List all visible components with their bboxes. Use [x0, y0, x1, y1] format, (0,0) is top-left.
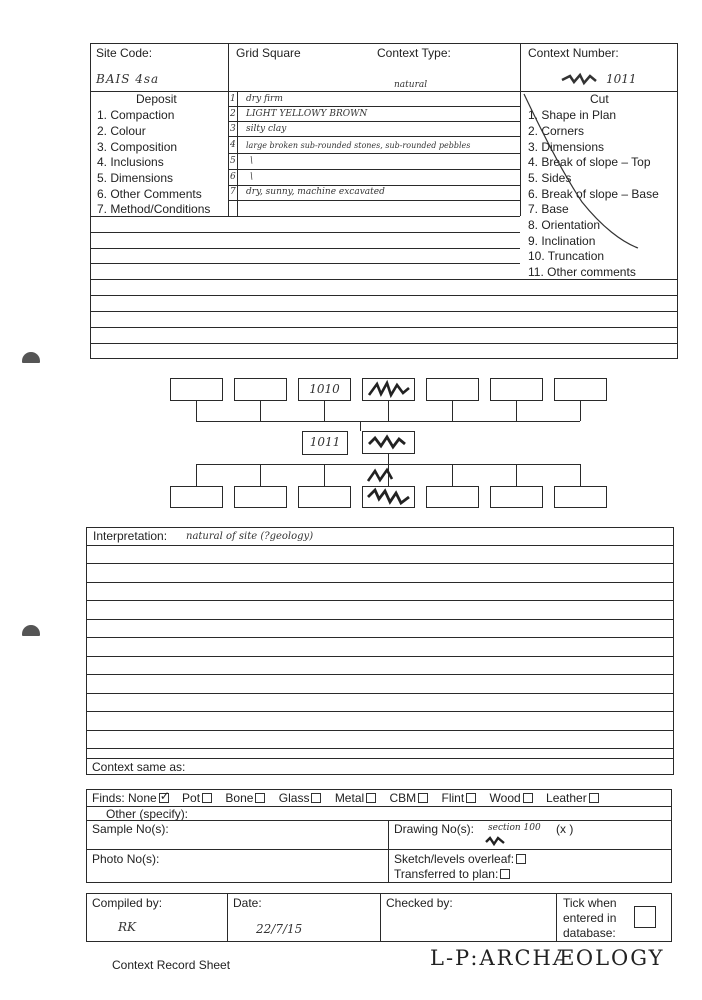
context-type-label: Context Type:: [377, 46, 451, 60]
transferred-row: Transferred to plan:: [394, 867, 510, 881]
crossed-out-scribble: [363, 487, 414, 507]
matrix-box: [234, 378, 287, 401]
crossed-out-scribble: [484, 836, 506, 846]
finds-item-label: Flint: [441, 791, 465, 805]
punch-hole: [22, 625, 40, 636]
deposit-entry-number: 3: [230, 124, 236, 134]
finds-flint-checkbox[interactable]: [466, 793, 476, 803]
crossed-out-scribble: [365, 467, 395, 485]
deposit-entry-text: large broken sub-rounded stones, sub-rounded pebbles: [246, 141, 471, 150]
interpretation-label: Interpretation:: [93, 529, 168, 543]
deposit-entry-number: 6: [230, 172, 236, 182]
cut-item: 8. Orientation: [528, 218, 601, 232]
punch-hole: [22, 352, 40, 363]
finds-cbm-checkbox[interactable]: [418, 793, 428, 803]
deposit-title: Deposit: [136, 92, 177, 106]
deposit-entry-number: 2: [230, 109, 236, 119]
drawing-value: section 100: [488, 823, 541, 833]
crossed-out-scribble: [560, 72, 598, 86]
drawing-label: Drawing No(s):: [394, 822, 475, 836]
cut-item: 10. Truncation: [528, 249, 605, 263]
deposit-entry-number: 4: [230, 140, 236, 150]
sketch-row: Sketch/levels overleaf:: [394, 852, 526, 866]
date-label: Date:: [233, 896, 262, 910]
deposit-entry-number: 1: [230, 94, 236, 104]
cut-item: 6. Break of slope – Base: [528, 187, 659, 201]
deposit-item: 5. Dimensions: [97, 171, 174, 185]
matrix-box: [426, 378, 479, 401]
site-code-value: BAIS 4sa: [96, 72, 160, 86]
tick-when-label: entered in: [563, 911, 617, 925]
matrix-box: [426, 486, 479, 508]
database-entered-checkbox[interactable]: [634, 906, 656, 928]
finds-leather-checkbox[interactable]: [589, 793, 599, 803]
matrix-current-context-label: 1011: [309, 435, 341, 449]
tick-when-label: Tick when: [563, 896, 617, 910]
cut-item: 7. Base: [528, 202, 569, 216]
finds-item-label: Wood: [489, 791, 521, 805]
cut-item: 11. Other comments: [528, 265, 636, 279]
checked-by-label: Checked by:: [386, 896, 453, 910]
context-same-as-label: Context same as:: [92, 760, 186, 774]
context-number-value: 1011: [606, 72, 637, 86]
matrix-box: [554, 378, 607, 401]
matrix-box: [490, 378, 543, 401]
deposit-entry-text: dry firm: [246, 94, 283, 104]
finds-other-label: Other (specify):: [106, 807, 189, 821]
crossed-out-scribble: [363, 432, 414, 453]
context-number-label: Context Number:: [528, 46, 619, 60]
matrix-box: 1010: [298, 378, 351, 401]
sheet-title: Context Record Sheet: [112, 958, 231, 972]
deposit-entry-text: \: [250, 172, 254, 182]
photo-label: Photo No(s):: [92, 852, 160, 866]
finds-item-label: Bone: [225, 791, 254, 805]
finds-row: [92, 791, 599, 805]
tick-when-label: database:: [563, 926, 616, 940]
interpretation-block: [86, 527, 674, 775]
finds-item-label: Leather: [546, 791, 587, 805]
cut-item: 2. Corners: [528, 124, 585, 138]
context-type-value: natural: [394, 80, 428, 90]
finds-wood-checkbox[interactable]: [523, 793, 533, 803]
compiled-by-value: RK: [118, 920, 136, 934]
finds-bone-checkbox[interactable]: [255, 793, 265, 803]
matrix-box: [490, 486, 543, 508]
finds-metal-checkbox[interactable]: [366, 793, 376, 803]
date-value: 22/7/15: [256, 922, 303, 936]
matrix-box: [362, 431, 415, 454]
cut-item: 9. Inclination: [528, 234, 596, 248]
matrix-box: [362, 378, 415, 401]
deposit-entry-text: silty clay: [246, 124, 287, 134]
matrix-box: [170, 378, 223, 401]
matrix-box: [554, 486, 607, 508]
deposit-item: 4. Inclusions: [97, 155, 164, 169]
grid-square-label: Grid Square: [236, 46, 301, 60]
drawing-x-label: (x ): [556, 822, 574, 836]
site-code-label: Site Code:: [96, 46, 153, 60]
lp-archaeology-logo: L-P:ARCHÆOLOGY: [430, 946, 665, 970]
crossed-out-scribble: [363, 379, 414, 400]
cut-item: 5. Sides: [528, 171, 572, 185]
finds-pot-checkbox[interactable]: [202, 793, 212, 803]
matrix-box: [170, 486, 223, 508]
deposit-entry-text: \: [250, 156, 254, 166]
deposit-entry-number: 5: [230, 156, 236, 166]
deposit-item: 7. Method/Conditions: [97, 202, 211, 216]
cut-strike-line: [522, 92, 642, 252]
finds-item-label: CBM: [389, 791, 417, 805]
deposit-entry-number: 7: [230, 187, 236, 197]
deposit-entry-text: LIGHT YELLOWY BROWN: [246, 109, 368, 119]
cut-item: 1. Shape in Plan: [528, 108, 617, 122]
cut-title: Cut: [590, 92, 609, 106]
finds-item-label: Pot: [182, 791, 201, 805]
finds-item-label: Metal: [334, 791, 365, 805]
sample-label: Sample No(s):: [92, 822, 169, 836]
matrix-box: [234, 486, 287, 508]
cut-item: 4. Break of slope – Top: [528, 155, 651, 169]
finds-none-checkbox[interactable]: ✓: [159, 789, 170, 803]
deposit-item: 6. Other Comments: [97, 187, 202, 201]
sketch-checkbox[interactable]: [516, 854, 526, 864]
matrix-current-context-box: [302, 431, 348, 455]
finds-glass-checkbox[interactable]: [311, 793, 321, 803]
finds-item-label: Glass: [278, 791, 310, 805]
transferred-checkbox[interactable]: [500, 869, 510, 879]
matrix-box: [298, 486, 351, 508]
deposit-item: 2. Colour: [97, 124, 146, 138]
cut-item: 3. Dimensions: [528, 140, 605, 154]
deposit-item: 1. Compaction: [97, 108, 175, 122]
finds-none-label: Finds: None: [92, 791, 157, 805]
interpretation-value: natural of site (?geology): [186, 531, 314, 542]
deposit-item: 3. Composition: [97, 140, 178, 154]
compiled-by-label: Compiled by:: [92, 896, 163, 910]
matrix-box: [362, 486, 415, 508]
deposit-entry-text: dry, sunny, machine excavated: [246, 187, 385, 197]
